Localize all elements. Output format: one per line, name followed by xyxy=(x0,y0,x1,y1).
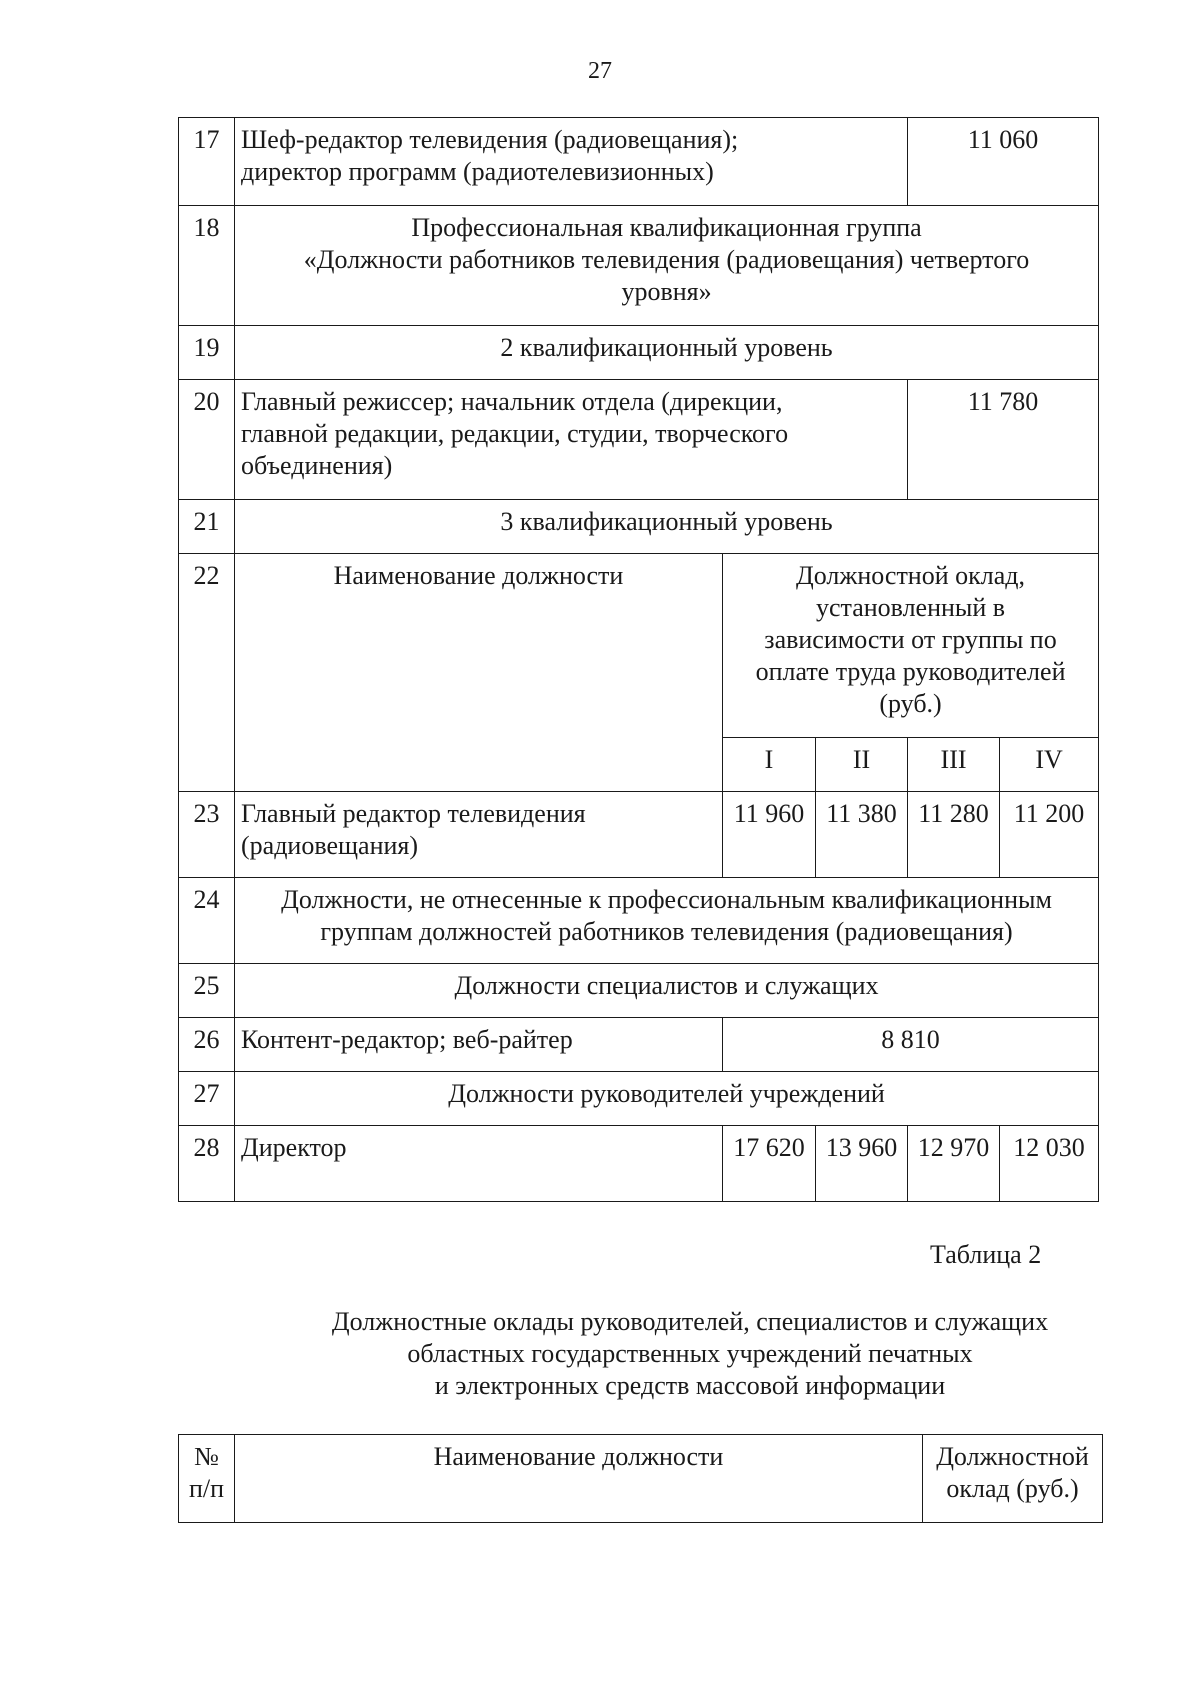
salary-table-2 xyxy=(178,1434,1103,1523)
row-number: 20 xyxy=(179,380,235,500)
level-heading: Должности специалистов и служащих xyxy=(235,964,1099,1018)
table-row xyxy=(179,1018,1099,1072)
row-number: 22 xyxy=(179,554,235,792)
position-name: Главный режиссер; начальник отдела (дирекции, главной редакции, редакции, студии, творческого объединения) xyxy=(235,380,908,500)
row-number: 17 xyxy=(179,118,235,206)
level-heading: 3 квалификационный уровень xyxy=(235,500,1099,554)
row-number: 19 xyxy=(179,326,235,380)
column-header-number: № п/п xyxy=(179,1435,235,1523)
position-name: Директор xyxy=(235,1126,723,1202)
salary-group-2: 11 380 xyxy=(816,792,908,878)
table-row xyxy=(179,878,1099,964)
salary-table-1 xyxy=(178,117,1099,1202)
position-name: Шеф-редактор телевидения (радиовещания); директор программ (радиотелевизионных) xyxy=(235,118,908,206)
group-heading: Должности, не отнесенные к профессиональным квалификационным группам должностей работников телевидения (радиовещания) xyxy=(235,878,1099,964)
page-number: 27 xyxy=(588,58,612,84)
row-number: 18 xyxy=(179,206,235,326)
table-row xyxy=(179,1072,1099,1126)
level-heading: Должности руководителей учреждений xyxy=(235,1072,1099,1126)
salary-group-1: 17 620 xyxy=(723,1126,816,1202)
group-header-1: I xyxy=(723,738,816,792)
row-number: 23 xyxy=(179,792,235,878)
row-number: 21 xyxy=(179,500,235,554)
salary-group-4: 12 030 xyxy=(1000,1126,1099,1202)
level-heading: 2 квалификационный уровень xyxy=(235,326,1099,380)
group-header-4: IV xyxy=(1000,738,1099,792)
table-caption: Таблица 2 xyxy=(930,1240,1042,1269)
row-number: 26 xyxy=(179,1018,235,1072)
table-row xyxy=(179,964,1099,1018)
row-number: 24 xyxy=(179,878,235,964)
salary-group-3: 12 970 xyxy=(908,1126,1000,1202)
table-header-row xyxy=(179,554,1099,738)
salary-group-4: 11 200 xyxy=(1000,792,1099,878)
salary-value: 8 810 xyxy=(723,1018,1099,1072)
column-header-salary: Должностной оклад (руб.) xyxy=(923,1435,1103,1523)
salary-group-2: 13 960 xyxy=(816,1126,908,1202)
table-row xyxy=(179,326,1099,380)
row-number: 27 xyxy=(179,1072,235,1126)
table-row xyxy=(179,206,1099,326)
table-row xyxy=(179,500,1099,554)
row-number: 25 xyxy=(179,964,235,1018)
salary-value: 11 060 xyxy=(908,118,1099,206)
column-header-name: Наименование должности xyxy=(235,1435,923,1523)
group-header-2: II xyxy=(816,738,908,792)
column-header-name: Наименование должности xyxy=(235,554,723,792)
table-title: Должностные оклады руководителей, специалистов и служащих областных государственных учреждений печатных и электронных средств массовой информации xyxy=(331,1307,1049,1400)
group-header-3: III xyxy=(908,738,1000,792)
salary-group-1: 11 960 xyxy=(723,792,816,878)
table-header-row xyxy=(179,1435,1103,1523)
group-heading: Профессиональная квалификационная группа «Должности работников телевидения (радиовещания) четвертого уровня» xyxy=(235,206,1099,326)
table-row xyxy=(179,792,1099,878)
table-row xyxy=(179,1126,1099,1202)
table-row xyxy=(179,118,1099,206)
salary-group-3: 11 280 xyxy=(908,792,1000,878)
column-header-salary: Должностной оклад, установленный в зависимости от группы по оплате труда руководителей (руб.) xyxy=(723,554,1099,738)
table-row xyxy=(179,380,1099,500)
row-number: 28 xyxy=(179,1126,235,1202)
salary-value: 11 780 xyxy=(908,380,1099,500)
position-name: Контент-редактор; веб-райтер xyxy=(235,1018,723,1072)
position-name: Главный редактор телевидения (радиовещания) xyxy=(235,792,723,878)
